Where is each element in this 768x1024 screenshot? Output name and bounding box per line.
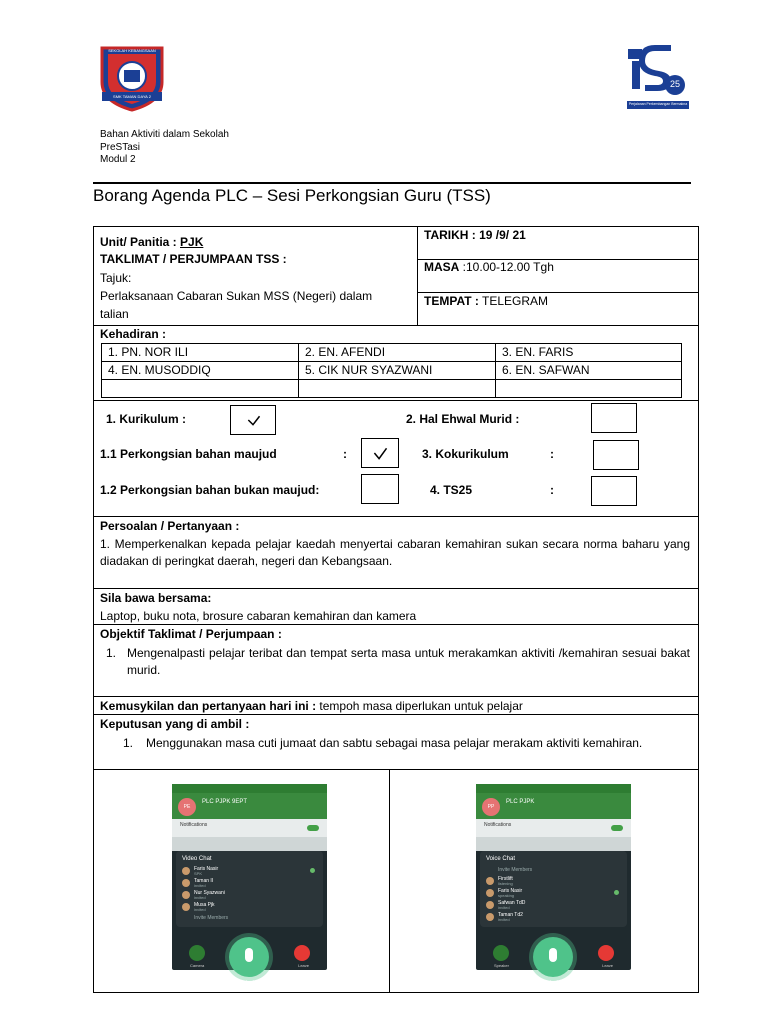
- call-controls: [172, 927, 327, 987]
- school-logo-line-top: SEKOLAH KEBANGSAAN: [108, 48, 156, 53]
- member-status: SPK: [194, 871, 203, 876]
- kokurikulum-colon: :: [550, 447, 554, 461]
- table-row: [102, 380, 682, 398]
- bahan-maujud-label: 1.1 Perkongsian bahan maujud: [100, 447, 277, 461]
- leave-icon: [294, 945, 310, 961]
- kemusykilan-label: Kemusykilan dan pertanyaan hari ini :: [100, 699, 317, 713]
- kemusykilan-bottom: [93, 714, 699, 715]
- avatar: [182, 903, 190, 911]
- ts25-label: 4. TS25: [430, 483, 473, 497]
- ts25-logo: [623, 41, 693, 111]
- table-row: [102, 362, 682, 380]
- list-item: [182, 877, 317, 889]
- speaker-icon: [493, 945, 509, 961]
- member-status: invited: [194, 895, 206, 900]
- live-label: You're Live: [237, 980, 262, 986]
- info-bottom: [93, 325, 699, 326]
- status-bar: [476, 784, 631, 793]
- attendee-cell: 1. PN. NOR ILI: [102, 344, 299, 362]
- persoalan-bottom: [93, 588, 699, 589]
- mic-icon: [310, 868, 315, 873]
- info-divider: [417, 226, 418, 326]
- member-status: invited: [498, 917, 510, 922]
- ts25-colon: :: [550, 483, 554, 497]
- objektif-label: Objektif Taklimat / Perjumpaan :: [100, 627, 282, 641]
- form-title: Borang Agenda PLC – Sesi Perkongsian Guru (TSS): [93, 186, 491, 205]
- tempat-value: TELEGRAM: [478, 294, 549, 308]
- notifications-label: Notifications: [484, 822, 512, 828]
- kehadiran-label: Kehadiran :: [100, 327, 167, 341]
- screenshot-divider: [389, 769, 390, 993]
- objektif-text: Mengenalpasti pelajar teribat dan tempat serta masa untuk merakamkan aktiviti /kemahiran sesuai bakat murid.: [127, 646, 690, 677]
- header-rule: [93, 182, 691, 184]
- status-bar: [172, 784, 327, 793]
- leave-label: Leave: [298, 963, 309, 968]
- taklimat-label: TAKLIMAT / PERJUMPAAN TSS :: [100, 252, 287, 266]
- kehadiran-table: [101, 343, 682, 398]
- avatar: [486, 901, 494, 909]
- panel-title: Voice Chat: [486, 856, 516, 862]
- notifications-toggle: [611, 825, 623, 831]
- invite-members: Invite Members: [498, 867, 533, 873]
- member-name: Firstlift: [498, 876, 513, 882]
- unit-label: [100, 234, 203, 251]
- screenshot-voice-chat: [476, 784, 631, 986]
- attendee-cell: 4. EN. MUSODDIQ: [102, 362, 299, 380]
- header-line-1: Bahan Aktiviti dalam Sekolah: [100, 129, 229, 140]
- hal-ehwal-checkbox[interactable]: [591, 403, 637, 433]
- notifications-row: [172, 819, 327, 837]
- group-header: [476, 793, 631, 819]
- notifications-toggle: [307, 825, 319, 831]
- speaker-label: Speaker: [494, 963, 509, 968]
- avatar: [486, 877, 494, 885]
- avatar: [486, 913, 494, 921]
- bahan-maujud-checkbox[interactable]: [361, 438, 399, 468]
- microphone-icon: [533, 937, 573, 977]
- member-name: Faris Nasir: [498, 888, 523, 894]
- group-header: [172, 793, 327, 819]
- attendee-cell: [496, 380, 682, 398]
- sila-bawa-text: Laptop, buku nota, brosure cabaran kemahiran dan kamera: [100, 609, 417, 623]
- member-name: Nur Syazwani: [194, 890, 225, 896]
- attendee-cell: 3. EN. FARIS: [496, 344, 682, 362]
- kemusykilan: [100, 698, 523, 715]
- kokurikulum-checkbox[interactable]: [593, 440, 639, 470]
- member-status: invited: [498, 905, 510, 910]
- member-name: Musa Pjk: [194, 902, 215, 908]
- notifications-label: Notifications: [180, 822, 208, 828]
- persoalan-label: Persoalan / Pertanyaan :: [100, 519, 240, 533]
- keputusan-num: 1.: [123, 736, 134, 750]
- school-logo-line-bottom: SMK TAMAN DAYA 2: [113, 94, 151, 99]
- leave-label: Leave: [602, 963, 613, 968]
- persoalan-text: 1. Memperkenalkan kepada pelajar kaedah menyertai cabaran kemahiran sukan secara norma baharu yang diadakan di peringkat daerah, negeri dan Kebangsaan.: [100, 537, 690, 568]
- keputusan-text: Menggunakan masa cuti jumaat dan sabtu sebagai masa pelajar merakam aktiviti kemahiran.: [146, 736, 643, 750]
- avatar: [182, 867, 190, 875]
- list-item: [486, 899, 621, 911]
- spacer: [476, 837, 631, 851]
- member-name: Taman Td2: [498, 912, 523, 918]
- tajuk-line-2: talian: [100, 307, 129, 321]
- tajuk-label: Tajuk:: [100, 271, 132, 285]
- hal-ehwal-label: 2. Hal Ehwal Murid :: [406, 412, 520, 426]
- camera-label: Camera: [190, 963, 205, 968]
- unit-label-text: Unit/ Panitia :: [100, 235, 177, 249]
- member-name: Faris Nasir: [194, 866, 219, 872]
- list-item: [486, 911, 621, 923]
- tempat-label: TEMPAT :: [424, 294, 479, 308]
- avatar: PE: [178, 798, 196, 816]
- avatar: [182, 879, 190, 887]
- list-item: [182, 865, 317, 877]
- kehadiran-bottom: [93, 400, 699, 401]
- tempat: [424, 293, 548, 310]
- header-line-2: PreSTasi: [100, 141, 141, 153]
- member-status: invited: [194, 907, 206, 912]
- chat-panel: [480, 851, 627, 927]
- attendee-cell: [299, 380, 496, 398]
- masa-label: MASA: [424, 260, 460, 274]
- bukan-maujud-label: 1.2 Perkongsian bahan bukan maujud:: [100, 483, 320, 497]
- ts25-logo-number: 25: [669, 79, 680, 89]
- camera-icon: [189, 945, 205, 961]
- header-line-3: Modul 2: [100, 154, 136, 165]
- member-name: Taman II: [194, 878, 214, 884]
- panel-title: Video Chat: [182, 856, 212, 862]
- kokurikulum-label: 3. Kokurikulum: [422, 447, 509, 461]
- avatar: [182, 891, 190, 899]
- unit-value: PJK: [180, 235, 204, 249]
- objektif-num: 1.: [106, 646, 117, 660]
- kurikulum-label: 1. Kurikulum :: [106, 412, 187, 426]
- sila-bawa-bottom: [93, 624, 699, 625]
- masa-value: :10.00-12.00 Tgh: [459, 260, 554, 274]
- list-item: [182, 889, 317, 901]
- screenshot-video-chat: [172, 784, 327, 986]
- tajuk-line-1: Perlaksanaan Cabaran Sukan MSS (Negeri) dalam: [100, 289, 373, 303]
- avatar: [486, 889, 494, 897]
- group-name: PLC PJPK: [506, 799, 535, 805]
- group-name: PLC PJPK 9EPT: [202, 799, 248, 805]
- checkmark-icon: [231, 406, 275, 434]
- notifications-row: [476, 819, 631, 837]
- kurikulum-checkbox[interactable]: [230, 405, 276, 435]
- attendee-cell: 6. EN. SAFWAN: [496, 362, 682, 380]
- member-status: speaking: [498, 893, 515, 898]
- kemusykilan-text: tempoh masa diperlukan untuk pelajar: [316, 699, 523, 713]
- leave-icon: [598, 945, 614, 961]
- checkmark-icon: [362, 439, 398, 467]
- chat-panel: [176, 851, 323, 927]
- call-controls: [476, 927, 631, 987]
- tarikh: TARIKH : 19 /9/ 21: [424, 228, 526, 242]
- ts25-logo-tagline: Perjalanan Perkembangan Bermakna: [628, 102, 688, 106]
- ts25-checkbox[interactable]: [591, 476, 637, 506]
- spacer: [172, 837, 327, 851]
- attendee-cell: [102, 380, 299, 398]
- masa: [424, 259, 554, 276]
- member-name: Safwan TdD: [498, 900, 526, 906]
- sila-bawa-label: Sila bawa bersama:: [100, 591, 212, 605]
- header-lines: [100, 129, 229, 167]
- keputusan-label: Keputusan yang di ambil :: [100, 717, 250, 731]
- live-label: You're Live: [541, 980, 566, 986]
- bahan-maujud-colon: :: [343, 447, 347, 461]
- checklist-bottom: [93, 516, 699, 517]
- mic-icon: [614, 890, 619, 895]
- invite-members: Invite Members: [194, 915, 229, 921]
- attendee-cell: 2. EN. AFENDI: [299, 344, 496, 362]
- list-item: [182, 901, 317, 913]
- school-logo: [98, 42, 166, 112]
- microphone-icon: [229, 937, 269, 977]
- attendee-cell: 5. CIK NUR SYAZWANI: [299, 362, 496, 380]
- member-status: listening: [498, 881, 513, 886]
- list-item: [486, 875, 621, 887]
- avatar: PP: [482, 798, 500, 816]
- objektif-bottom: [93, 696, 699, 697]
- table-row: [102, 344, 682, 362]
- list-item: [486, 887, 621, 899]
- member-status: invited: [194, 883, 206, 888]
- bukan-maujud-checkbox[interactable]: [361, 474, 399, 504]
- keputusan-bottom: [93, 769, 699, 770]
